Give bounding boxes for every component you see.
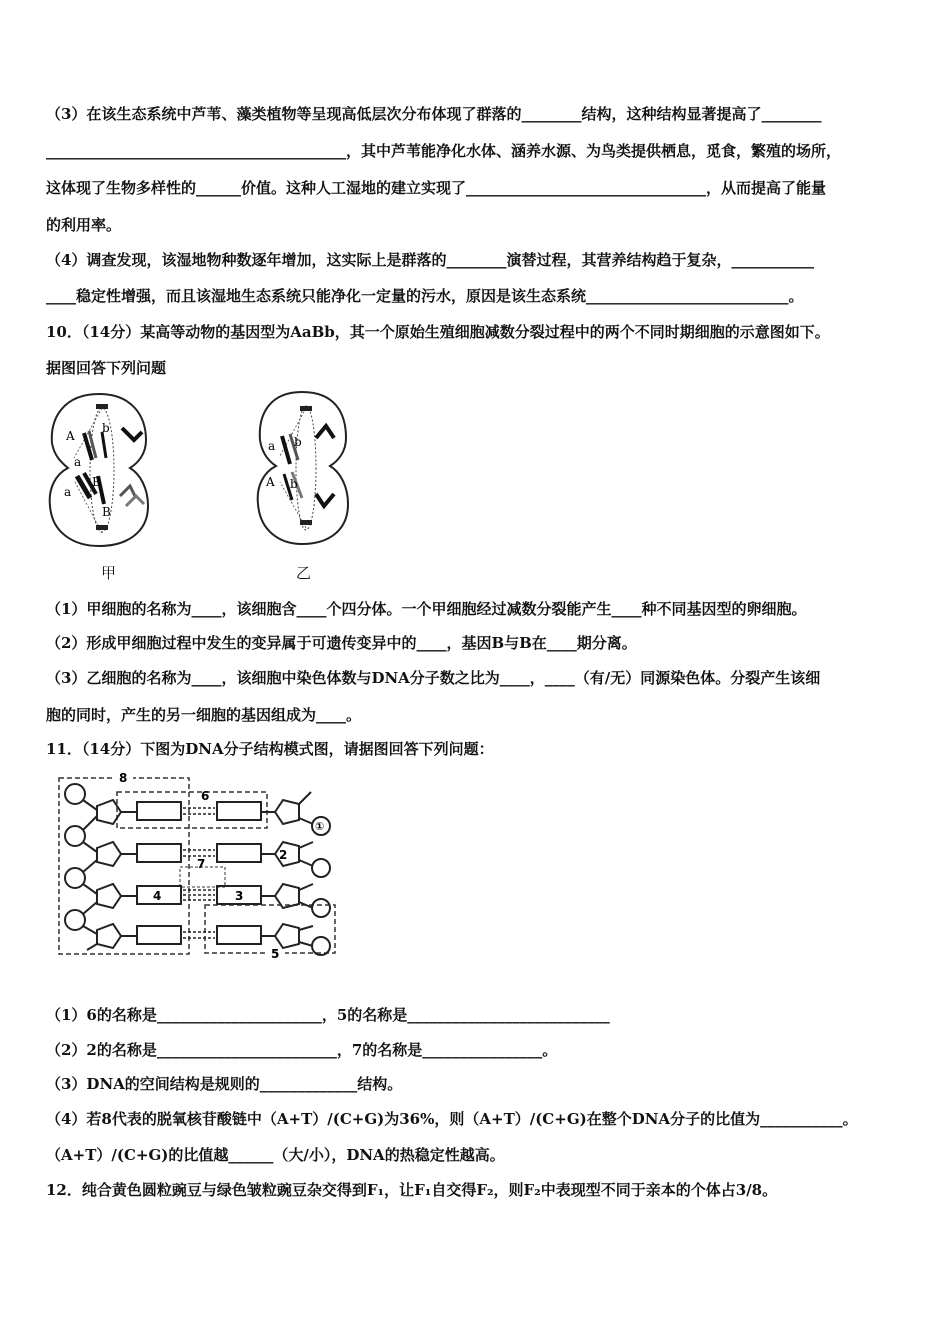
cell-yi-diagram <box>250 386 355 551</box>
label-5: 5 <box>271 947 280 960</box>
label-7: 7 <box>197 857 206 871</box>
cell-jia-caption: 甲 <box>101 564 117 582</box>
q10-part2: （2）形成甲细胞过程中发生的变异属于可遗传变异中的____，基因B与B在____期分离。 <box>46 634 637 652</box>
q11-part1: （1）6的名称是______________________，5的名称是___________________________ <box>46 1006 610 1024</box>
yi-gene-b-label-2: b <box>290 477 298 491</box>
q11-part2: （2）2的名称是________________________，7的名称是________________。 <box>46 1041 558 1059</box>
gene-B-label: B <box>92 475 101 489</box>
q10-part3-line2: 胞的同时，产生的另一细胞的基因组成为____。 <box>46 706 362 724</box>
yi-gene-A-label: A <box>266 475 275 489</box>
q12-stem: 12．纯合黄色圆粒豌豆与绿色皱粒豌豆杂交得到F₁，让F₁自交得F₂，则F₂中表现型不同于亲本的个体占3/8。 <box>46 1181 778 1199</box>
label-6: 6 <box>201 789 210 803</box>
q9-part4-line2: ____稳定性增强，而且该湿地生态系统只能净化一定量的污水，原因是该生态系统___________________________。 <box>46 287 804 305</box>
yi-gene-b-label: b <box>294 435 302 449</box>
label-1: ① <box>315 820 325 833</box>
q9-part3-line1: （3）在该生态系统中芦苇、藻类植物等呈现高低层次分布体现了群落的________结构，这种结构显著提高了________ <box>46 105 822 123</box>
cell-yi-caption: 乙 <box>296 564 312 582</box>
gene-B-label-2: B <box>102 505 111 519</box>
q10-stem-line1: 10．（14分）某高等动物的基因型为AaBb，其一个原始生殖细胞减数分裂过程中的两个不同时期细胞的示意图如下。 <box>46 323 830 341</box>
label-8: 8 <box>119 771 128 785</box>
q9-part3-line2: ________________________________________，其中芦苇能净化水体、涵养水源、为鸟类提供栖息，觅食，繁殖的场所， <box>46 142 842 160</box>
q9-part4-line1: （4）调查发现，该湿地物种数逐年增加，这实际上是群落的________演替过程，其营养结构趋于复杂，___________ <box>46 251 814 269</box>
q10-part3-line1: （3）乙细胞的名称为____，该细胞中染色体数与DNA分子数之比为____，____（有/无）同源染色体。分裂产生该细 <box>46 669 821 687</box>
q11-part3: （3）DNA的空间结构是规则的_____________结构。 <box>46 1075 403 1093</box>
gene-A-label: A <box>66 429 75 443</box>
q9-part3-line3: 这体现了生物多样性的______价值。这种人工湿地的建立实现了________________________________，从而提高了能量 <box>46 179 827 197</box>
q11-stem: 11．（14分）下图为DNA分子结构模式图，请据图回答下列问题： <box>46 740 494 758</box>
q11-part4: （4）若8代表的脱氧核苷酸链中（A+T）/(C+G)为36%，则（A+T）/(C+G)在整个DNA分子的比值为___________。 <box>46 1110 858 1128</box>
q9-part3-line4: 的利用率。 <box>46 216 122 234</box>
label-4: 4 <box>153 889 162 903</box>
label-2: 2 <box>279 848 288 862</box>
cell-jia-diagram <box>44 388 154 553</box>
gene-a-label: a <box>74 455 82 469</box>
gene-a-label-2: a <box>64 485 72 499</box>
q10-stem-line2: 据图回答下列问题 <box>46 359 167 377</box>
yi-gene-a-label: a <box>268 439 276 453</box>
label-3: 3 <box>235 889 244 903</box>
dna-structure-diagram <box>55 770 350 960</box>
q10-part1: （1）甲细胞的名称为____，该细胞含____个四分体。一个甲细胞经过减数分裂能产生____种不同基因型的卵细胞。 <box>46 600 807 618</box>
q11-part5: （A+T）/(C+G)的比值越______（大/小），DNA的热稳定性越高。 <box>46 1146 505 1164</box>
gene-b-label: b <box>102 421 110 435</box>
